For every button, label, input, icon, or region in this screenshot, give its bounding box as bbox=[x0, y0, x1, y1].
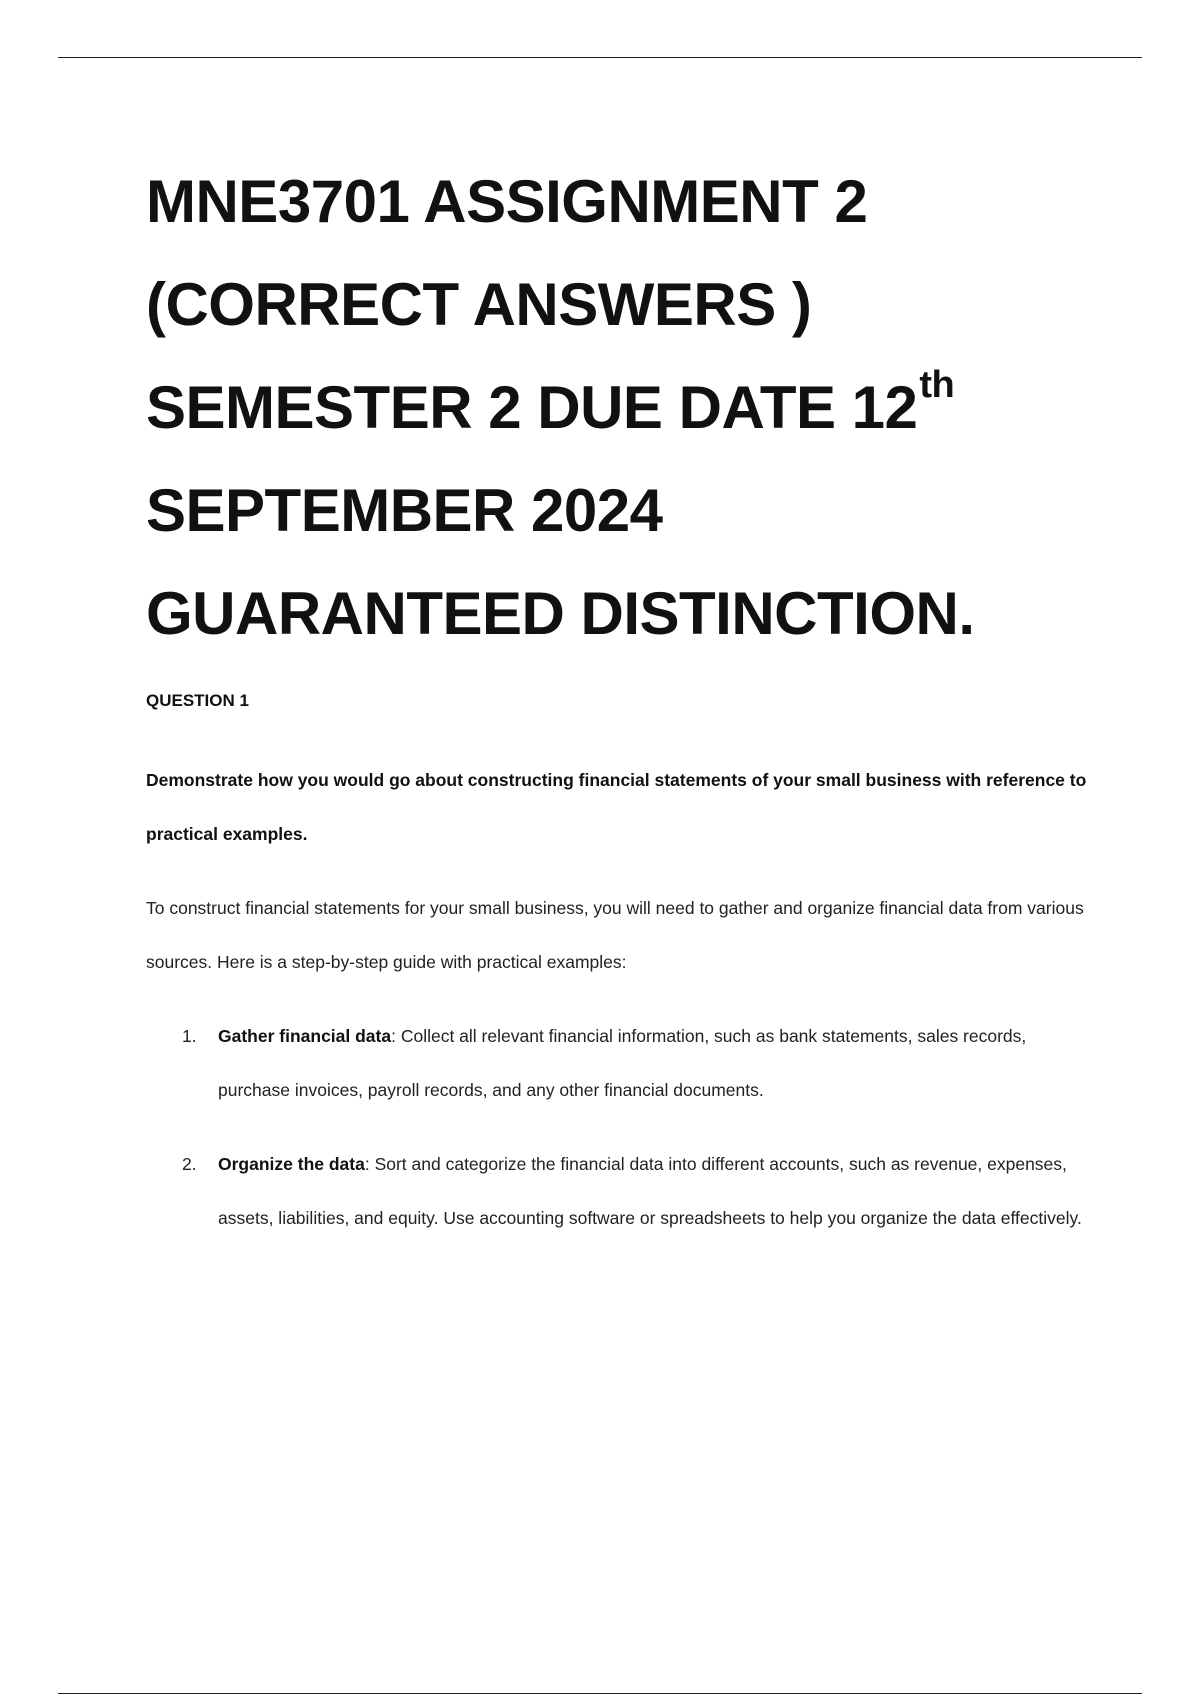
list-item-term: Gather financial data bbox=[218, 1026, 392, 1046]
document-title bbox=[146, 150, 1096, 665]
title-line-2: (CORRECT ANSWERS ) bbox=[146, 271, 812, 338]
steps-list bbox=[146, 1009, 1096, 1245]
intro-paragraph: To construct financial statements for your small business, you will need to gather and organize financial data from various sources. Here is a step-by-step guide with practical examples: bbox=[146, 898, 1084, 972]
question-prompt: Demonstrate how you would go about constructing financial statements of your small business with reference to practical examples. bbox=[146, 770, 1087, 844]
list-item-number: 1. bbox=[182, 1026, 197, 1046]
title-line-3 bbox=[146, 356, 1096, 459]
list-item-text: : Collect all relevant financial information, such as bank statements, sales records, purchase invoices, payroll records, and any other financial documents. bbox=[218, 1026, 1027, 1100]
title-line-1: MNE3701 ASSIGNMENT 2 bbox=[146, 168, 868, 235]
document-body bbox=[146, 150, 1096, 1265]
title-line-4: SEPTEMBER 2024 bbox=[146, 477, 663, 544]
list-item bbox=[146, 1137, 1096, 1245]
list-item-number: 2. bbox=[182, 1154, 197, 1174]
title-superscript: th bbox=[919, 364, 955, 406]
bottom-rule bbox=[58, 1693, 1142, 1694]
list-item bbox=[146, 1009, 1096, 1117]
title-line-3-text: SEMESTER 2 DUE DATE 12 bbox=[146, 374, 918, 441]
top-rule bbox=[58, 57, 1142, 58]
list-item-text: : Sort and categorize the financial data into different accounts, such as revenue, expenses, assets, liabilities, and equity. Use accounting software or spreadsheets to help you organize the data effectively. bbox=[218, 1154, 1082, 1228]
question-heading: QUESTION 1 bbox=[146, 691, 249, 710]
list-item-term: Organize the data bbox=[218, 1154, 365, 1174]
title-line-5: GUARANTEED DISTINCTION. bbox=[146, 580, 975, 647]
